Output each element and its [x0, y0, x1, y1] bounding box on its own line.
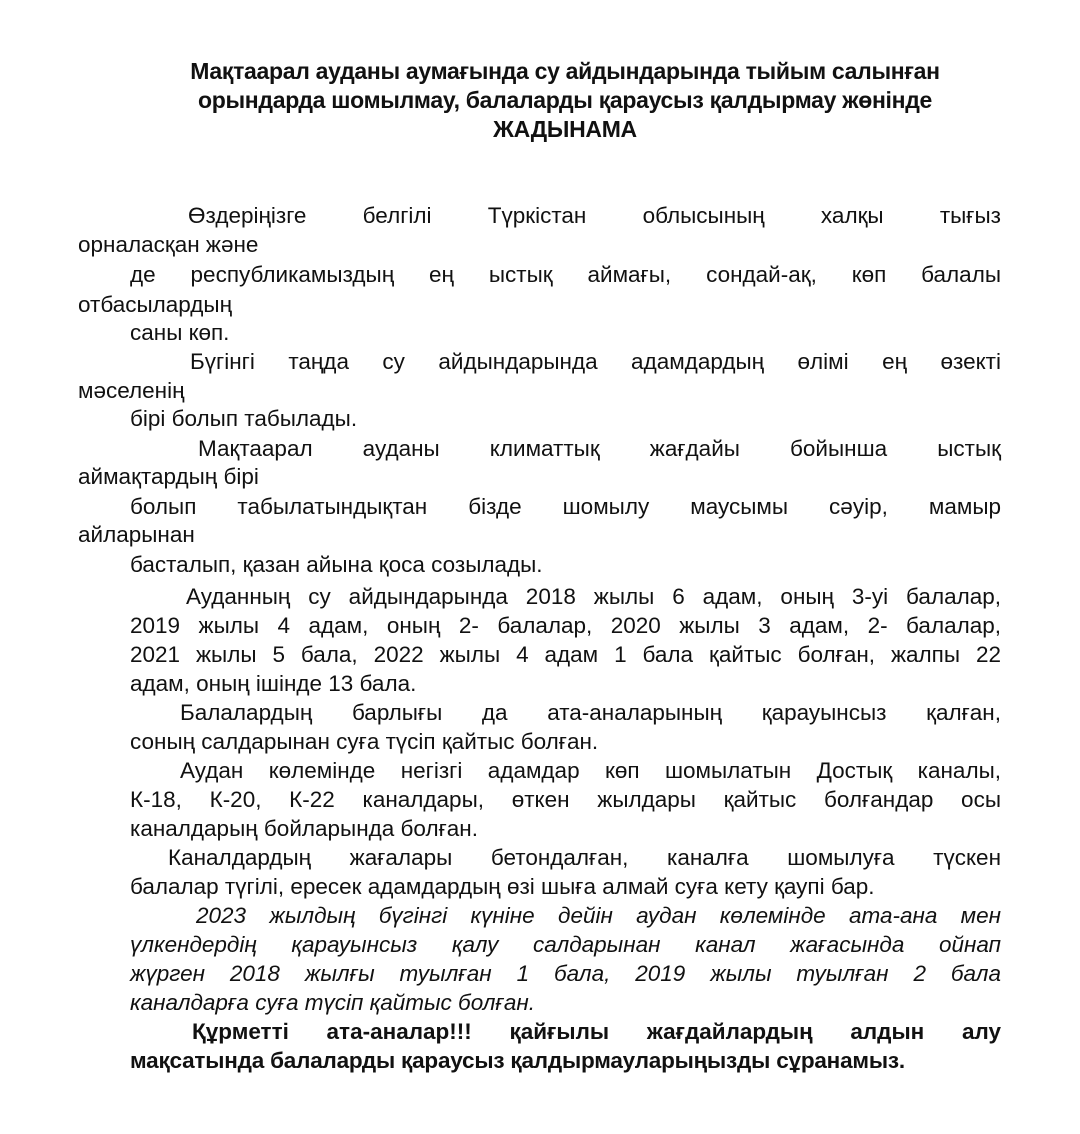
title-line: орындарда шомылмау, балаларды қараусыз қалдырмау жөнінде — [197, 87, 933, 113]
paragraph-line: басталып, қазан айына қоса созылады. — [130, 552, 543, 577]
paragraph-line: каналдарға суға түсіп қайтыс болған. — [130, 990, 536, 1015]
paragraph-line: орналасқан және — [78, 232, 259, 257]
title-line: Мақтаарал ауданы аумағында су айдындарында тыйым салынған — [190, 58, 940, 84]
paragraph-line: Мақтаарал ауданы климаттық жағдайы бойынша ыстық — [198, 436, 1001, 461]
paragraph-line: отбасылардың — [78, 292, 232, 317]
paragraph-line: үлкендердің қарауынсыз қалу салдарынан канал жағасында ойнап — [130, 932, 1001, 957]
paragraph-line: де республикамыздың ең ыстық аймағы, сондай-ақ, көп балалы — [130, 262, 1001, 287]
appeal-line: Құрметті ата-аналар!!! қайғылы жағдайлардың алдын алу — [192, 1019, 1001, 1044]
paragraph-line: жүрген 2018 жылғы туылған 1 бала, 2019 жылы туылған 2 бала — [130, 961, 1001, 986]
paragraph-line: Бүгінгі таңда су айдындарында адамдардың өлімі ең өзекті — [190, 349, 1001, 374]
paragraph-line: Балалардың барлығы да ата-аналарының қарауынсыз қалған, — [180, 700, 1001, 725]
paragraph-line: каналдарың бойларында болған. — [130, 816, 478, 841]
title-heading: ЖАДЫНАМА — [493, 116, 637, 142]
appeal-line: мақсатында балаларды қараусыз қалдырмауларыңызды сұранамыз. — [130, 1048, 905, 1073]
paragraph-line: болып табылатындықтан бізде шомылу маусымы сәуір, мамыр — [130, 494, 1001, 519]
paragraph-line: К-18, К-20, К-22 каналдары, өткен жылдары қайтыс болғандар осы — [130, 787, 1001, 812]
paragraph-line: Каналдардың жағалары бетондалған, каналға шомылуға түскен — [168, 845, 1001, 870]
paragraph-line: адам, оның ішінде 13 бала. — [130, 671, 417, 696]
paragraph-line: Ауданның су айдындарында 2018 жылы 6 адам, оның 3-уі балалар, — [186, 584, 1001, 609]
paragraph-line: Өздеріңізге белгілі Түркістан облысының халқы тығыз — [188, 203, 1001, 228]
paragraph-line: аймақтардың бірі — [78, 464, 259, 489]
paragraph-line: айларынан — [78, 522, 195, 547]
paragraph-line: бірі болып табылады. — [130, 406, 358, 431]
paragraph-line: 2023 жылдың бүгінгі күніне дейін аудан көлемінде ата-ана мен — [196, 903, 1001, 928]
paragraph-line: балалар түгілі, ересек адамдардың өзі шыға алмай суға кету қаупі бар. — [130, 874, 875, 899]
paragraph-line: саны көп. — [130, 320, 230, 345]
paragraph-line: 2019 жылы 4 адам, оның 2- балалар, 2020 жылы 3 адам, 2- балалар, — [130, 613, 1001, 638]
paragraph-line: соның салдарынан суға түсіп қайтыс болған. — [130, 729, 599, 754]
paragraph-line: мәселенің — [78, 378, 185, 403]
paragraph-line: Аудан көлемінде негізгі адамдар көп шомылатын Достық каналы, — [180, 758, 1001, 783]
paragraph-line: 2021 жылы 5 бала, 2022 жылы 4 адам 1 бала қайтыс болған, жалпы 22 — [130, 642, 1001, 667]
